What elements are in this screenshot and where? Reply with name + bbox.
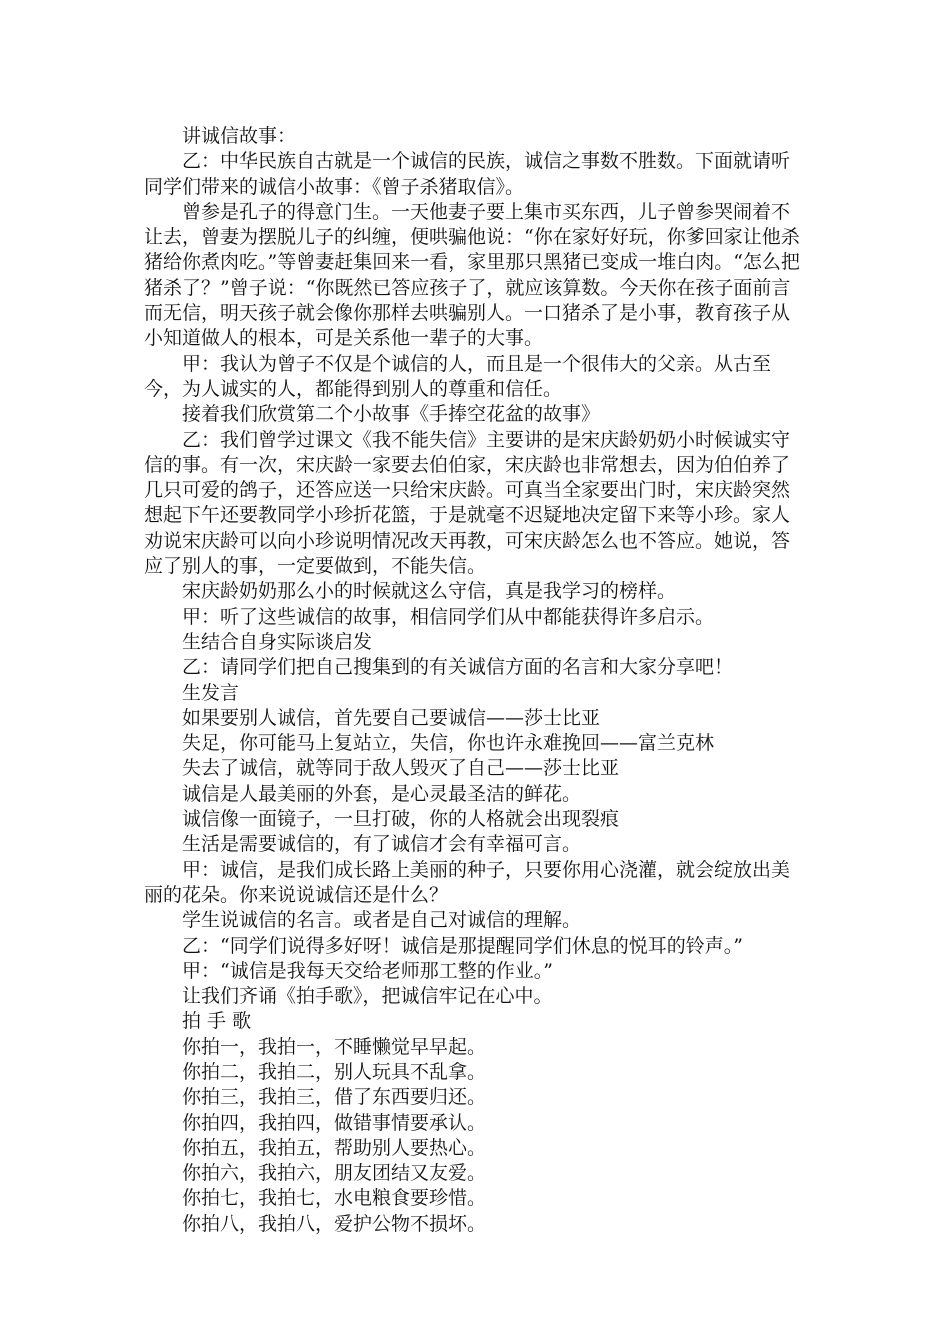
paragraph-heading: 讲诚信故事： [182,125,297,147]
paragraph: 宋庆龄奶奶那么小的时候就这么守信，真是我学习的榜样。 [182,580,677,603]
song-line: 你拍三，我拍三，借了东西要归还。 [182,1086,487,1109]
quote-line: 诚信是人最美丽的外套，是心灵最圣洁的鲜花。 [182,782,582,805]
quote-line: 如果要别人诚信，首先要自己要诚信——莎士比亚 [182,706,601,729]
paragraph: 乙：中华民族自古就是一个诚信的民族，诚信之事数不胜数。下面就请听同学们带来的诚信小故事：《曾子杀猪取信》。 [144,150,791,198]
song-line: 你拍五，我拍五，帮助别人要热心。 [182,1136,487,1159]
quote-line: 失去了诚信，就等同于敌人毁灭了自己——莎士比亚 [182,757,620,780]
paragraph: 生发言 [182,681,240,704]
paragraph: 甲：听了这些诚信的故事，相信同学们从中都能获得许多启示。 [182,605,715,628]
paragraph: 乙：请同学们把自己搜集到的有关诚信方面的名言和大家分享吧！ [182,656,734,679]
paragraph: 学生说诚信的名言。或者是自己对诚信的理解。 [182,909,582,932]
paragraph: 生结合自身实际谈启发 [182,630,373,653]
paragraph: 甲：“诚信是我每天交给老师那工整的作业。” [182,959,553,982]
paragraph: 曾参是孔子的得意门生。一天他妻子要上集市买东西，儿子曾参哭闹着不让去，曾妻为摆脱儿子的纠缠，便哄骗他说：“你在家好好玩，你爹回家让他杀猪给你煮肉吃。”等曾妻赶集回来一看，家里那只黑猪已变成一堆白肉。“怎么把猪杀了？”曾子说：“你既然已答应孩子了，就应该算数。今天你在孩子面前言而无信，明天孩子就会像你那样去哄骗别人。一口猪杀了是小事，教育孩子从小知道做人的根本，可是关系他一辈子的大事。 [144,200,800,350]
paragraph: 甲：我认为曾子不仅是个诚信的人，而且是一个很伟大的父亲。从古至今，为人诚实的人，都能得到别人的尊重和信任。 [144,352,772,400]
quote-line: 生活是需要诚信的，有了诚信才会有幸福可言。 [182,833,582,856]
quote-line: 诚信像一面镜子，一旦打破，你的人格就会出现裂痕 [182,808,620,831]
song-line: 你拍四，我拍四，做错事情要承认。 [182,1111,487,1134]
song-line: 你拍一，我拍一，不睡懒觉早早起。 [182,1035,487,1058]
paragraph: 乙：“同学们说得多好呀！诚信是那提醒同学们休息的悦耳的铃声。” [182,934,743,957]
paragraph: 甲：诚信，是我们成长路上美丽的种子，只要你用心浇灌，就会绽放出美丽的花朵。你来说说诚信还是什么？ [144,858,791,906]
song-title: 拍 手 歌 [182,1010,252,1033]
song-line: 你拍八，我拍八，爱护公物不损坏。 [182,1212,487,1235]
document-page [144,124,804,1237]
paragraph: 让我们齐诵《拍手歌》，把诚信牢记在心中。 [182,985,553,1008]
quote-line: 失足，你可能马上复站立，失信，你也许永难挽回——富兰克林 [182,732,715,755]
paragraph: 接着我们欣赏第二个小故事《手捧空花盆的故事》 [182,403,601,426]
song-line: 你拍七，我拍七，水电粮食要珍惜。 [182,1187,487,1210]
paragraph: 乙：我们曾学过课文《我不能失信》主要讲的是宋庆龄奶奶小时候诚实守信的事。有一次，宋庆龄一家要去伯伯家，宋庆龄也非常想去，因为伯伯养了几只可爱的鸽子，还答应送一只给宋庆龄。可真当全家要出门时，宋庆龄突然想起下午还要教同学小珍折花篮，于是就毫不迟疑地决定留下来等小珍。家人劝说宋庆龄可以向小珍说明情况改天再教，可宋庆龄怎么也不答应。她说，答应了别人的事，一定要做到，不能失信。 [144,428,791,578]
song-line: 你拍二，我拍二，别人玩具不乱拿。 [182,1060,487,1083]
song-line: 你拍六，我拍六，朋友团结又友爱。 [182,1162,487,1185]
